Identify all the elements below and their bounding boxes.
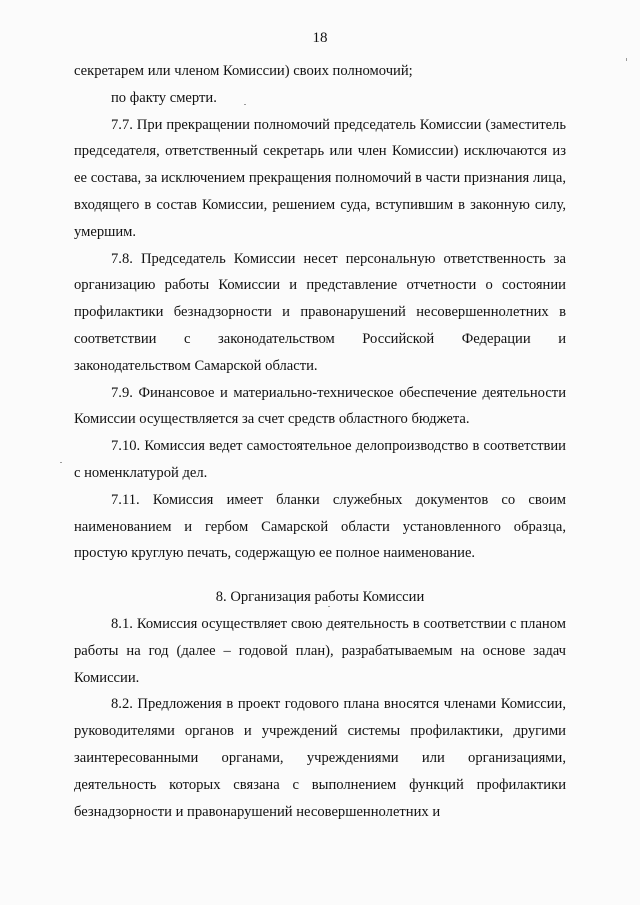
document-body [74, 58, 566, 825]
paragraph-death-clause: по факту смерти. [111, 89, 217, 106]
paragraph-continuation: секретарем или членом Комиссии) своих полномочий; [74, 63, 413, 79]
paragraph-7-10: 7.10. Комиссия ведет самостоятельное делопроизводство в соответствии с номенклатурой дел. [74, 438, 566, 481]
scan-speck [60, 462, 62, 463]
paragraph-8-2: 8.2. Предложения в проект годового плана вносятся членами Комиссии, руководителями органов и учреждений системы профилактики, другими заинтересованными органами, учреждениями или организациями, деятельность которых связана с выполнением функций профилактики безнадзорности и правонарушений несовершеннолетних и [74, 696, 566, 820]
page-number: 18 [312, 30, 328, 46]
section-heading: 8. Организация работы Комиссии [215, 589, 425, 606]
scan-speck [626, 58, 627, 61]
paragraph-7-9: 7.9. Финансовое и материально-техническое обеспечение деятельности Комиссии осуществляется за счет средств областного бюджета. [74, 384, 566, 428]
paragraph-7-11: 7.11. Комиссия имеет бланки служебных документов со своим наименованием и гербом Самарской области установленного образца, простую круглую печать, содержащую ее полное наименование. [74, 491, 566, 562]
scan-speck [244, 104, 246, 105]
scan-speck [328, 606, 330, 607]
paragraph-7-7: 7.7. При прекращении полномочий председатель Комиссии (заместитель председателя, ответственный секретарь или член Комиссии) исключаются из ее состава, за исключением прекращения полномочий в части признания лица, входящего в состав Комиссии, решением суда, вступившим в законную силу, умершим. [74, 116, 566, 240]
paragraph-7-8: 7.8. Председатель Комиссии несет персональную ответственность за организацию работы Комиссии и представление отчетности о состоянии профилактики безнадзорности и правонарушений несовершеннолетних в соответствии с законодательством Российской Федерации и законодательством Самарской области. [74, 250, 566, 374]
paragraph-8-1: 8.1. Комиссия осуществляет свою деятельность в соответствии с планом работы на год (далее – годовой план), разрабатываемым на основе задач Комиссии. [74, 615, 566, 686]
